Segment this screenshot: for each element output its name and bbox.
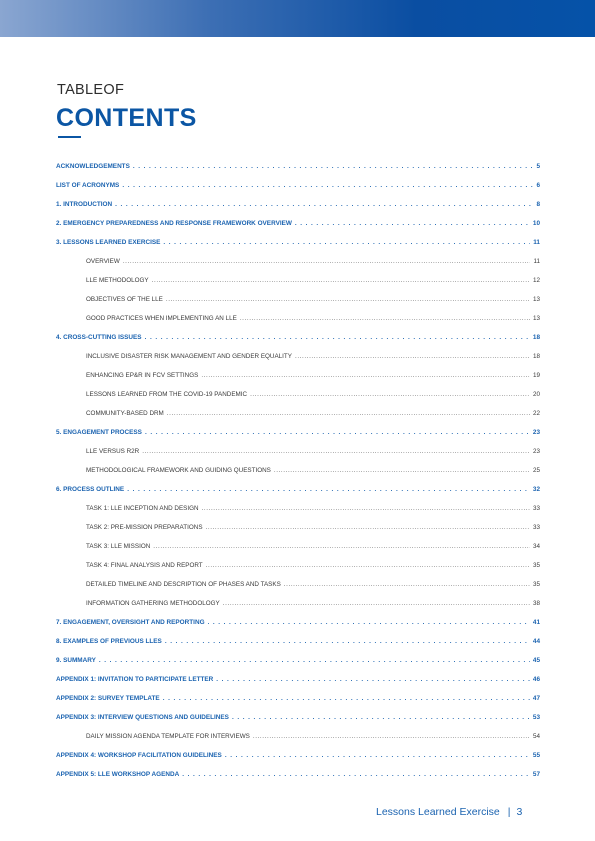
dot-leader <box>122 182 533 189</box>
toc-entry-page: 5 <box>536 163 540 170</box>
toc-subentry[interactable] <box>86 462 540 474</box>
toc-entry-label: INFORMATION GATHERING METHODOLOGY <box>86 600 220 607</box>
dot-leader <box>240 315 530 322</box>
toc-entry-page: 23 <box>532 448 540 455</box>
toc-entry[interactable] <box>56 177 540 189</box>
dot-leader <box>250 391 530 398</box>
dot-leader <box>145 429 530 436</box>
toc-subentry[interactable] <box>86 728 540 740</box>
toc-entry-page: 41 <box>532 619 540 626</box>
dot-leader <box>166 296 530 303</box>
toc-subentry[interactable] <box>86 519 540 531</box>
toc-entry-page: 20 <box>532 391 540 398</box>
toc-entry-page: 53 <box>532 714 540 721</box>
toc-subentry[interactable] <box>86 272 540 284</box>
toc-entry[interactable] <box>56 633 540 645</box>
dot-leader <box>223 600 530 607</box>
dot-leader <box>274 467 530 474</box>
dot-leader <box>284 581 530 588</box>
toc-entry-label: TASK 2: PRE-MISSION PREPARATIONS <box>86 524 203 531</box>
toc-entry-label: APPENDIX 3: INTERVIEW QUESTIONS AND GUIDELINES <box>56 714 229 721</box>
toc-entry[interactable] <box>56 215 540 227</box>
dot-leader <box>145 334 530 341</box>
toc-entry-label: APPENDIX 5: LLE WORKSHOP AGENDA <box>56 771 180 778</box>
dot-leader <box>153 543 530 550</box>
toc-entry-label: 4. CROSS-CUTTING ISSUES <box>56 334 142 341</box>
dot-leader <box>163 239 530 246</box>
toc-subentry[interactable] <box>86 291 540 303</box>
dot-leader <box>142 448 530 455</box>
toc-entry-label: ENHANCING EP&R IN FCV SETTINGS <box>86 372 199 379</box>
toc-entry-page: 18 <box>532 334 540 341</box>
toc-entry-page: 35 <box>532 581 540 588</box>
toc-entry-page: 13 <box>532 296 540 303</box>
toc-entry-page: 18 <box>532 353 540 360</box>
toc-entry-label: 3. LESSONS LEARNED EXERCISE <box>56 239 161 246</box>
toc-entry[interactable] <box>56 690 540 702</box>
toc-entry-page: 25 <box>532 467 540 474</box>
toc-entry-page: 11 <box>533 239 540 246</box>
toc-subentry[interactable] <box>86 538 540 550</box>
dot-leader <box>165 638 530 645</box>
toc-entry-page: 55 <box>532 752 540 759</box>
toc-entry-page: 35 <box>532 562 540 569</box>
dot-leader <box>225 752 530 759</box>
dot-leader <box>232 714 530 721</box>
toc-subentry[interactable] <box>86 500 540 512</box>
toc-subentry[interactable] <box>86 310 540 322</box>
toc-entry-label: GOOD PRACTICES WHEN IMPLEMENTING AN LLE <box>86 315 237 322</box>
toc-entry-label: TASK 3: LLE MISSION <box>86 543 151 550</box>
toc-subentry[interactable] <box>86 367 540 379</box>
page-footer <box>376 806 522 818</box>
dot-leader <box>206 524 530 531</box>
dot-leader <box>115 201 533 208</box>
toc-entry[interactable] <box>56 158 540 170</box>
toc-entry-label: LESSONS LEARNED FROM THE COVID-19 PANDEMIC <box>86 391 248 398</box>
dot-leader <box>123 258 531 265</box>
toc-subentry[interactable] <box>86 348 540 360</box>
toc-subentry[interactable] <box>86 443 540 455</box>
toc-entry-page: 12 <box>532 277 540 284</box>
dot-leader <box>201 372 530 379</box>
toc-entry-page: 54 <box>532 733 540 740</box>
dot-leader <box>133 163 534 170</box>
toc-entry[interactable] <box>56 234 540 246</box>
toc-entry-label: TASK 4: FINAL ANALYSIS AND REPORT <box>86 562 203 569</box>
toc-entry-label: DETAILED TIMELINE AND DESCRIPTION OF PHASES AND TASKS <box>86 581 281 588</box>
dot-leader <box>202 505 530 512</box>
toc-entry[interactable] <box>56 652 540 664</box>
toc-entry-page: 19 <box>532 372 540 379</box>
toc-entry-label: 1. INTRODUCTION <box>56 201 113 208</box>
toc-entry-label: 6. PROCESS OUTLINE <box>56 486 125 493</box>
toc-entry-label: 5. ENGAGEMENT PROCESS <box>56 429 142 436</box>
toc-entry-page: 38 <box>532 600 540 607</box>
dot-leader <box>295 220 530 227</box>
dot-leader <box>127 486 530 493</box>
toc-entry-page: 44 <box>532 638 540 645</box>
toc-entry[interactable] <box>56 671 540 683</box>
toc-title-line2: CONTENTS <box>56 104 197 132</box>
toc-entry-label: METHODOLOGICAL FRAMEWORK AND GUIDING QUESTIONS <box>86 467 271 474</box>
toc-subentry[interactable] <box>86 595 540 607</box>
toc-entry-page: 33 <box>532 524 540 531</box>
toc-entry-label: 9. SUMMARY <box>56 657 96 664</box>
toc-entry-page: 32 <box>532 486 540 493</box>
dot-leader <box>167 410 530 417</box>
toc-entry-label: OVERVIEW <box>86 258 120 265</box>
toc-entry-page: 57 <box>532 771 540 778</box>
toc-entry-label: APPENDIX 4: WORKSHOP FACILITATION GUIDELINES <box>56 752 222 759</box>
dot-leader <box>152 277 530 284</box>
toc-entry-page: 22 <box>532 410 540 417</box>
dot-leader <box>295 353 530 360</box>
toc-entry-page: 6 <box>536 182 540 189</box>
toc-entry-page: 45 <box>532 657 540 664</box>
toc-entry-label: TASK 1: LLE INCEPTION AND DESIGN <box>86 505 199 512</box>
footer-title: Lessons Learned Exercise <box>376 806 500 818</box>
toc-subentry[interactable] <box>86 576 540 588</box>
toc-entry-page: 8 <box>536 201 540 208</box>
toc-entry-label: LIST OF ACRONYMS <box>56 182 120 189</box>
toc-entry[interactable] <box>56 747 540 759</box>
toc-entry-page: 10 <box>532 220 540 227</box>
toc-entry-page: 11 <box>533 258 540 265</box>
toc-entry-page: 23 <box>532 429 540 436</box>
toc-entry[interactable] <box>56 196 540 208</box>
toc-title-line1: TABLEOF <box>57 82 125 98</box>
toc-entry-label: LLE VERSUS R2R <box>86 448 140 455</box>
dot-leader <box>99 657 530 664</box>
toc-entry[interactable] <box>56 709 540 721</box>
toc-entry[interactable] <box>56 481 540 493</box>
toc-entry-label: APPENDIX 1: INVITATION TO PARTICIPATE LETTER <box>56 676 214 683</box>
toc-entry-label: 8. EXAMPLES OF PREVIOUS LLES <box>56 638 162 645</box>
toc-entry-label: 2. EMERGENCY PREPAREDNESS AND RESPONSE FRAMEWORK OVERVIEW <box>56 220 292 227</box>
toc-subentry[interactable] <box>86 253 540 265</box>
toc-entry[interactable] <box>56 329 540 341</box>
dot-leader <box>208 619 530 626</box>
dot-leader <box>253 733 530 740</box>
dot-leader <box>206 562 530 569</box>
dot-leader <box>182 771 530 778</box>
toc-entry[interactable] <box>56 614 540 626</box>
toc-entry-page: 47 <box>532 695 540 702</box>
toc-entry-label: 7. ENGAGEMENT, OVERSIGHT AND REPORTING <box>56 619 205 626</box>
dot-leader <box>163 695 530 702</box>
toc-entry-label: INCLUSIVE DISASTER RISK MANAGEMENT AND GENDER EQUALITY <box>86 353 292 360</box>
footer-separator: | <box>507 806 511 818</box>
toc-entry-label: APPENDIX 2: SURVEY TEMPLATE <box>56 695 160 702</box>
toc-entry-page: 13 <box>532 315 540 322</box>
toc-entry-label: COMMUNITY-BASED DRM <box>86 410 164 417</box>
toc-entry-label: LLE METHODOLOGY <box>86 277 149 284</box>
toc-entry[interactable] <box>56 766 540 778</box>
dot-leader <box>216 676 530 683</box>
page-number: 3 <box>516 806 523 818</box>
toc-subentry[interactable] <box>86 557 540 569</box>
toc-entry-page: 46 <box>532 676 540 683</box>
toc-entry[interactable] <box>56 424 540 436</box>
toc-entry-label: OBJECTIVES OF THE LLE <box>86 296 163 303</box>
toc-entry-label: ACKNOWLEDGEMENTS <box>56 163 130 170</box>
toc-entry-page: 34 <box>532 543 540 550</box>
toc-subentry[interactable] <box>86 386 540 398</box>
toc-entry-label: DAILY MISSION AGENDA TEMPLATE FOR INTERVIEWS <box>86 733 250 740</box>
toc-entry-page: 33 <box>532 505 540 512</box>
toc-subentry[interactable] <box>86 405 540 417</box>
